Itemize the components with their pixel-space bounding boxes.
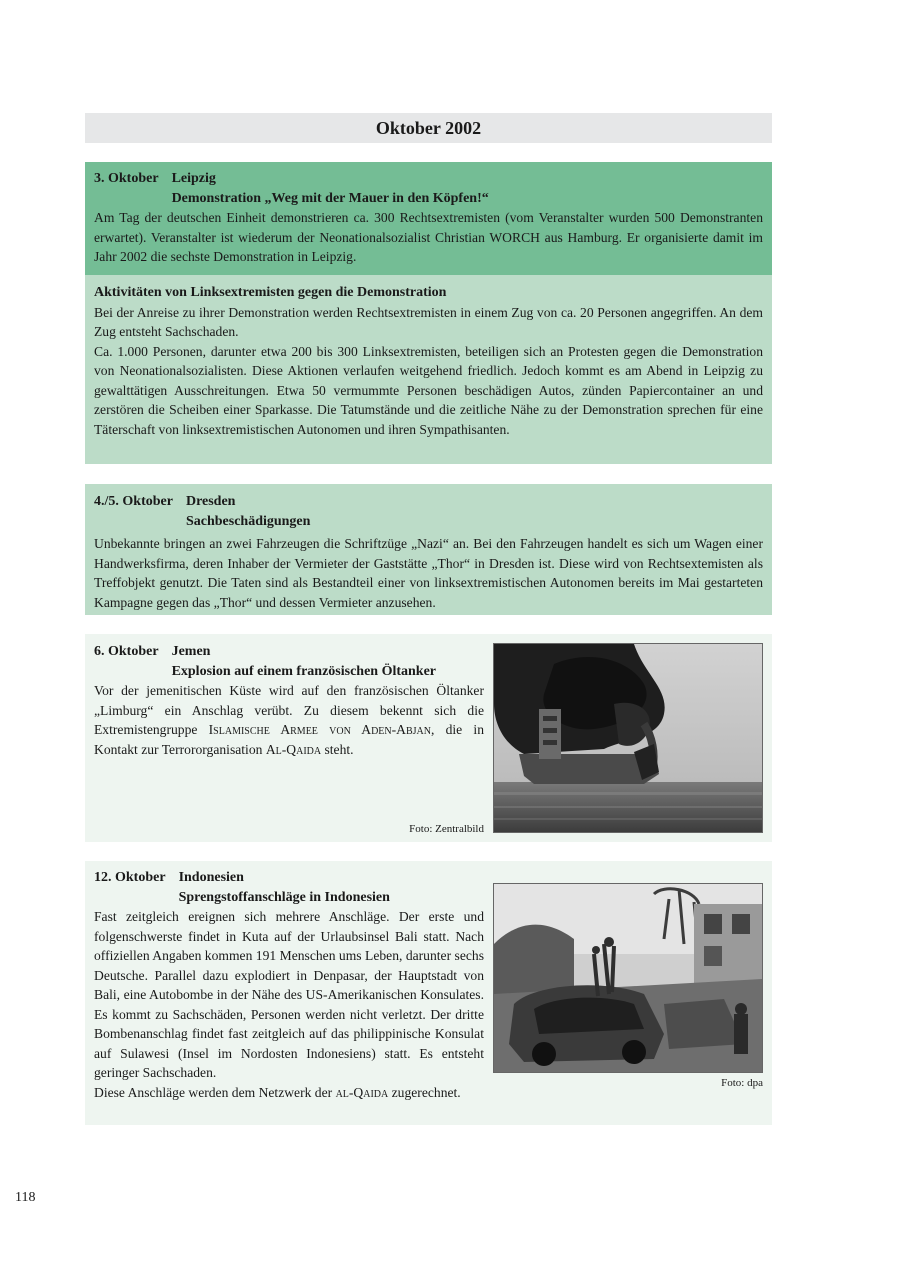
event-text-column bbox=[94, 642, 484, 759]
event-place: Jemen bbox=[171, 644, 211, 659]
event-heading bbox=[94, 169, 763, 208]
bali-bombing-image bbox=[494, 884, 762, 1072]
event-body bbox=[94, 681, 484, 759]
burning-tanker-photo bbox=[493, 643, 763, 833]
body-part: steht. bbox=[321, 741, 354, 757]
burning-tanker-image bbox=[494, 644, 762, 832]
event-date: 3. Oktober bbox=[94, 171, 159, 186]
group-name: Islamische Armee von Aden-Abjan bbox=[208, 722, 431, 737]
organisation-name: al-Qaida bbox=[335, 1084, 389, 1100]
event-dresden bbox=[85, 484, 772, 615]
event-date: 12. Oktober bbox=[94, 870, 166, 885]
body-part: Vor der jemenitischen Küste wird auf den französischen Öltanker „Limburg“ ein Anschlag verübt. Zu diesem bekennt sich die Extremistengruppe bbox=[94, 683, 484, 737]
sub-heading: Aktivitäten von Linksextremisten gegen die Demonstration bbox=[94, 285, 447, 300]
closing-part: zugerechnet. bbox=[388, 1084, 461, 1100]
photo-caption: Foto: Zentralbild bbox=[409, 823, 484, 835]
body-part: , die in Kontakt zur Terrororganisation bbox=[94, 722, 484, 757]
sub-body-2: Ca. 1.000 Personen, darunter etwa 200 bis 300 Linksextremisten, beteiligen sich an Protesten gegen die Demonstration von Neonationalsozialisten. Diese Aktionen verlaufen weitgehend friedlich. Jedoch kommt es am Abend in Leipzig zu gewalttätigen Ausschreitungen. Etwa 50 vermummte Personen beschädigen Autos, zünden Papiercontainer an und zerstören die Scheiben einer Sparkasse. Die Tatumstände und die zeitliche Nähe zu der Demonstration sprechen für eine Täterschaft von linksextremistischen Autonomen und ihren Sympathisanten. bbox=[94, 343, 763, 437]
event-body: Unbekannte bringen an zwei Fahrzeugen die Schriftzüge „Nazi“ an. Bei den Fahrzeugen handelt es sich um Wagen einer Handwerksfirma, deren Inhaber der Vermieter der Gaststätte „Thor“ in Dresden ist. Diese wird von Rechtsextemisten als Treffobjekt genutzt. Die Taten sind als Bestandteil einer von linksextremistischen Autonomen bereits im Mai gestarteten Kampagne gegen das „Thor“ und dessen Vermieter anzusehen. bbox=[94, 536, 763, 610]
event-place: Indonesien bbox=[178, 870, 244, 885]
photo-caption: Foto: dpa bbox=[721, 1077, 763, 1089]
event-place: Dresden bbox=[185, 494, 236, 509]
event-body: Fast zeitgleich ereignen sich mehrere Anschläge. Der erste und folgenschwerste findet in Kuta auf der Urlaubsinsel Bali statt. Nach offiziellen Angaben kommen 191 Menschen ums Leben, darunter sechs Deutsche. Parallel dazu explodiert in Denpasar, der Hauptstadt von Bali, eine Autobombe in der Nähe des US-Amerikanischen Konsulates. Es kommt zu Sachschäden, Personen werden nicht verletzt. Der dritte Bombenanschlag findet fast zeitgleich auf das philippinische Konsulat auf Sulawesi (Insel im Nordosten Indonesiens) statt. Es entsteht geringer Sachschaden. bbox=[94, 909, 484, 1080]
page-number: 118 bbox=[15, 1190, 36, 1205]
event-place: Leipzig bbox=[171, 171, 216, 186]
event-title: Sprengstoffanschläge in Indonesien bbox=[178, 889, 390, 905]
event-date: 6. Oktober bbox=[94, 644, 159, 659]
event-heading bbox=[94, 642, 484, 681]
event-title: Sachbeschädigungen bbox=[185, 513, 311, 529]
event-heading bbox=[94, 492, 763, 531]
event-leipzig-left-activities bbox=[85, 275, 772, 464]
month-header: Oktober 2002 bbox=[85, 113, 772, 143]
event-leipzig bbox=[85, 162, 772, 275]
bali-bombing-photo bbox=[493, 883, 763, 1073]
organisation-name: Al-Qaida bbox=[265, 741, 322, 757]
closing-part: Diese Anschläge werden dem Netzwerk der bbox=[94, 1084, 336, 1100]
bali-photo-wrap bbox=[493, 883, 763, 1090]
event-heading bbox=[94, 868, 484, 907]
event-title: Explosion auf einem französischen Öltanker bbox=[171, 663, 437, 679]
event-title: Demonstration „Weg mit der Mauer in den Köpfen!“ bbox=[171, 190, 489, 206]
event-text-column bbox=[94, 868, 484, 1083]
tanker-photo-wrap bbox=[493, 643, 763, 833]
event-date: 4./5. Oktober bbox=[94, 494, 173, 509]
sub-body-1: Bei der Anreise zu ihrer Demonstration werden Rechtsextremisten in einem Zug von ca. 20 Personen angegriffen. An dem Zug entsteht Sachschaden. bbox=[94, 304, 763, 339]
event-body: Am Tag der deutschen Einheit demonstrieren ca. 300 Rechtsextremisten (vom Veranstalter wurden 500 Demonstranten erwartet). Veranstalter ist wiederum der Neonationalsozialist Christian WORCH aus Hamburg. Er organisierte damit im Jahr 2002 die sechste Demonstration in Leipzig. bbox=[94, 210, 763, 264]
